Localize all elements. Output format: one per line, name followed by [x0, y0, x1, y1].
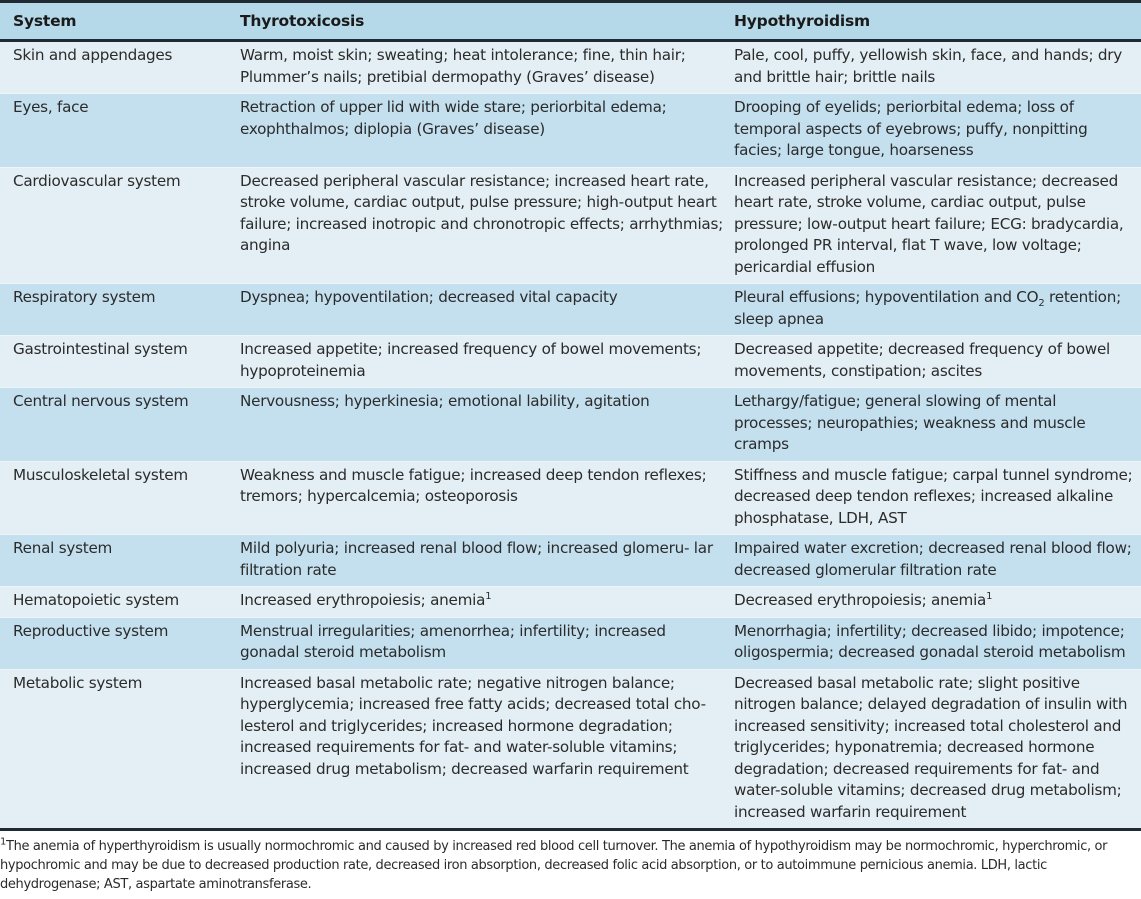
thyrotoxicosis-cell: [240, 587, 734, 618]
thyrotoxicosis-cell: Nervousness; hyperkinesia; emotional lability, agitation: [240, 392, 650, 410]
system-cell: Central nervous system: [13, 392, 189, 410]
table-row: [0, 388, 1141, 462]
thyrotoxicosis-cell: Decreased peripheral vascular resistance; increased heart rate, stroke volume, cardiac output, pulse pressure; high-output heart failure; increased inotropic and chronotropic effects; arrhythmias; angina: [240, 171, 724, 254]
system-cell: Reproductive system: [13, 621, 169, 640]
hypothyroidism-cell: Impaired water excretion; decreased renal blood flow; decreased glomerular filtration rate: [734, 539, 1132, 579]
cell-text: Decreased erythropoiesis; anemia: [734, 591, 987, 609]
table-row: [0, 167, 1141, 284]
table-row: [0, 336, 1141, 388]
hypothyroidism-cell: Drooping of eyelids; periorbital edema; loss of temporal aspects of eyebrows; puffy, nonpitting facies; large tongue, hoarseness: [734, 98, 1088, 159]
system-cell: Hematopoietic system: [13, 591, 179, 609]
thyrotoxicosis-cell: Mild polyuria; increased renal blood flow; increased glomeru- lar filtration rate: [240, 539, 713, 579]
system-cell: Renal system: [13, 539, 113, 557]
column-header-hypothyroidism: Hypothyroidism: [734, 12, 870, 30]
system-cell: Gastrointestinal system: [13, 340, 188, 358]
hypothyroidism-cell: Increased peripheral vascular resistance; decreased heart rate, stroke volume, cardiac output, pulse pressure; low-output heart failure; ECG: bradycardia, prolonged PR interval, flat T wave, low voltage; pericardial effusion: [734, 171, 1124, 276]
table-body: [0, 41, 1141, 830]
table-footnote: [0, 837, 1141, 894]
table-row: [0, 669, 1141, 830]
column-header-system: System: [13, 12, 77, 30]
hypothyroidism-cell: Stiffness and muscle fatigue; carpal tunnel syndrome; decreased deep tendon reflexes; increased alkaline phosphatase, LDH, AST: [734, 465, 1133, 527]
system-cell: Skin and appendages: [13, 46, 173, 64]
hypothyroidism-cell: Menorrhagia; infertility; decreased libido; impotence; oligospermia; decreased gonadal steroid metabolism: [734, 621, 1126, 661]
thyrotoxicosis-cell: Warm, moist skin; sweating; heat intolerance; fine, thin hair; Plummer’s nails; pretibial dermopathy (Graves’ disease): [240, 46, 686, 86]
table-row: [0, 461, 1141, 535]
hypothyroidism-cell: Decreased basal metabolic rate; slight positive nitrogen balance; delayed degradation of insulin with increased sensitivity; increased total cholesterol and triglycerides; hyponatremia; decreased hormone degradation; decreased requirements for fat- and water-soluble vitamins; decreased drug metabolism; increased warfarin requirement: [734, 673, 1128, 821]
hypothyroidism-cell: Decreased appetite; decreased frequency of bowel movements, constipation; ascites: [734, 340, 1111, 380]
cell-text: retention; sleep apnea: [734, 288, 1121, 328]
footnote-marker: 1: [0, 836, 7, 848]
table-header: [0, 2, 1141, 41]
header-row: [0, 2, 1141, 41]
system-cell: Musculoskeletal system: [13, 465, 188, 484]
table-row: [0, 587, 1141, 618]
table-row: [0, 284, 1141, 336]
thyrotoxicosis-cell: Menstrual irregularities; amenorrhea; infertility; increased gonadal steroid metabolism: [240, 621, 666, 661]
hypothyroidism-cell: Pale, cool, puffy, yellowish skin, face, and hands; dry and brittle hair; brittle nails: [734, 46, 1123, 86]
thyrotoxicosis-cell: Retraction of upper lid with wide stare; periorbital edema; exophthalmos; diplopia (Graves’ disease): [240, 98, 667, 138]
footnote-text: The anemia of hyperthyroidism is usually normochromic and caused by increased red blood cell turnover. The anemia of hypothyroidism may be normochromic, hyperchromic, or hypochromic and may be due to decreased production rate, decreased iron absorption, decreased folic acid absorption, or to autoimmune pernicious anemia. LDH, lactic dehydrogenase; AST, aspartate aminotransferase.: [0, 839, 1108, 892]
table-row: [0, 617, 1141, 669]
footnote-ref[interactable]: 1: [485, 590, 492, 602]
system-cell: Eyes, face: [13, 98, 89, 116]
table-row: [0, 41, 1141, 94]
table-row: [0, 94, 1141, 168]
thyrotoxicosis-cell: Weakness and muscle fatigue; increased deep tendon reflexes; tremors; hypercalcemia; osteoporosis: [240, 465, 707, 505]
footnote-ref[interactable]: 1: [986, 590, 993, 602]
hypothyroidism-cell: Lethargy/fatigue; general slowing of mental processes; neuropathies; weakness and muscle cramps: [734, 392, 1086, 453]
system-cell: Metabolic system: [13, 673, 143, 692]
cell-text: Increased erythropoiesis; anemia: [240, 591, 486, 609]
column-header-thyrotoxicosis: Thyrotoxicosis: [240, 12, 365, 30]
table-row: [0, 535, 1141, 587]
system-cell: Respiratory system: [13, 288, 156, 306]
thyrotoxicosis-cell: Increased basal metabolic rate; negative nitrogen balance; hyperglycemia; increased free fatty acids; decreased total cho- lesterol and triglycerides; increased hormone degradation; increased requirements for fat- and water-soluble vitamins; increased drug metabolism; decreased warfarin requirement: [240, 673, 706, 778]
subscript: 2: [1038, 298, 1045, 310]
system-cell: Cardiovascular system: [13, 171, 181, 190]
thyrotoxicosis-cell: Dyspnea; hypoventilation; decreased vital capacity: [240, 288, 618, 306]
cell-text: Pleural effusions; hypoventilation and CO: [734, 288, 1039, 306]
thyrotoxicosis-cell: Increased appetite; increased frequency of bowel movements; hypoproteinemia: [240, 340, 702, 380]
hypothyroidism-cell: [734, 284, 1141, 336]
hypothyroidism-cell: [734, 587, 1141, 618]
